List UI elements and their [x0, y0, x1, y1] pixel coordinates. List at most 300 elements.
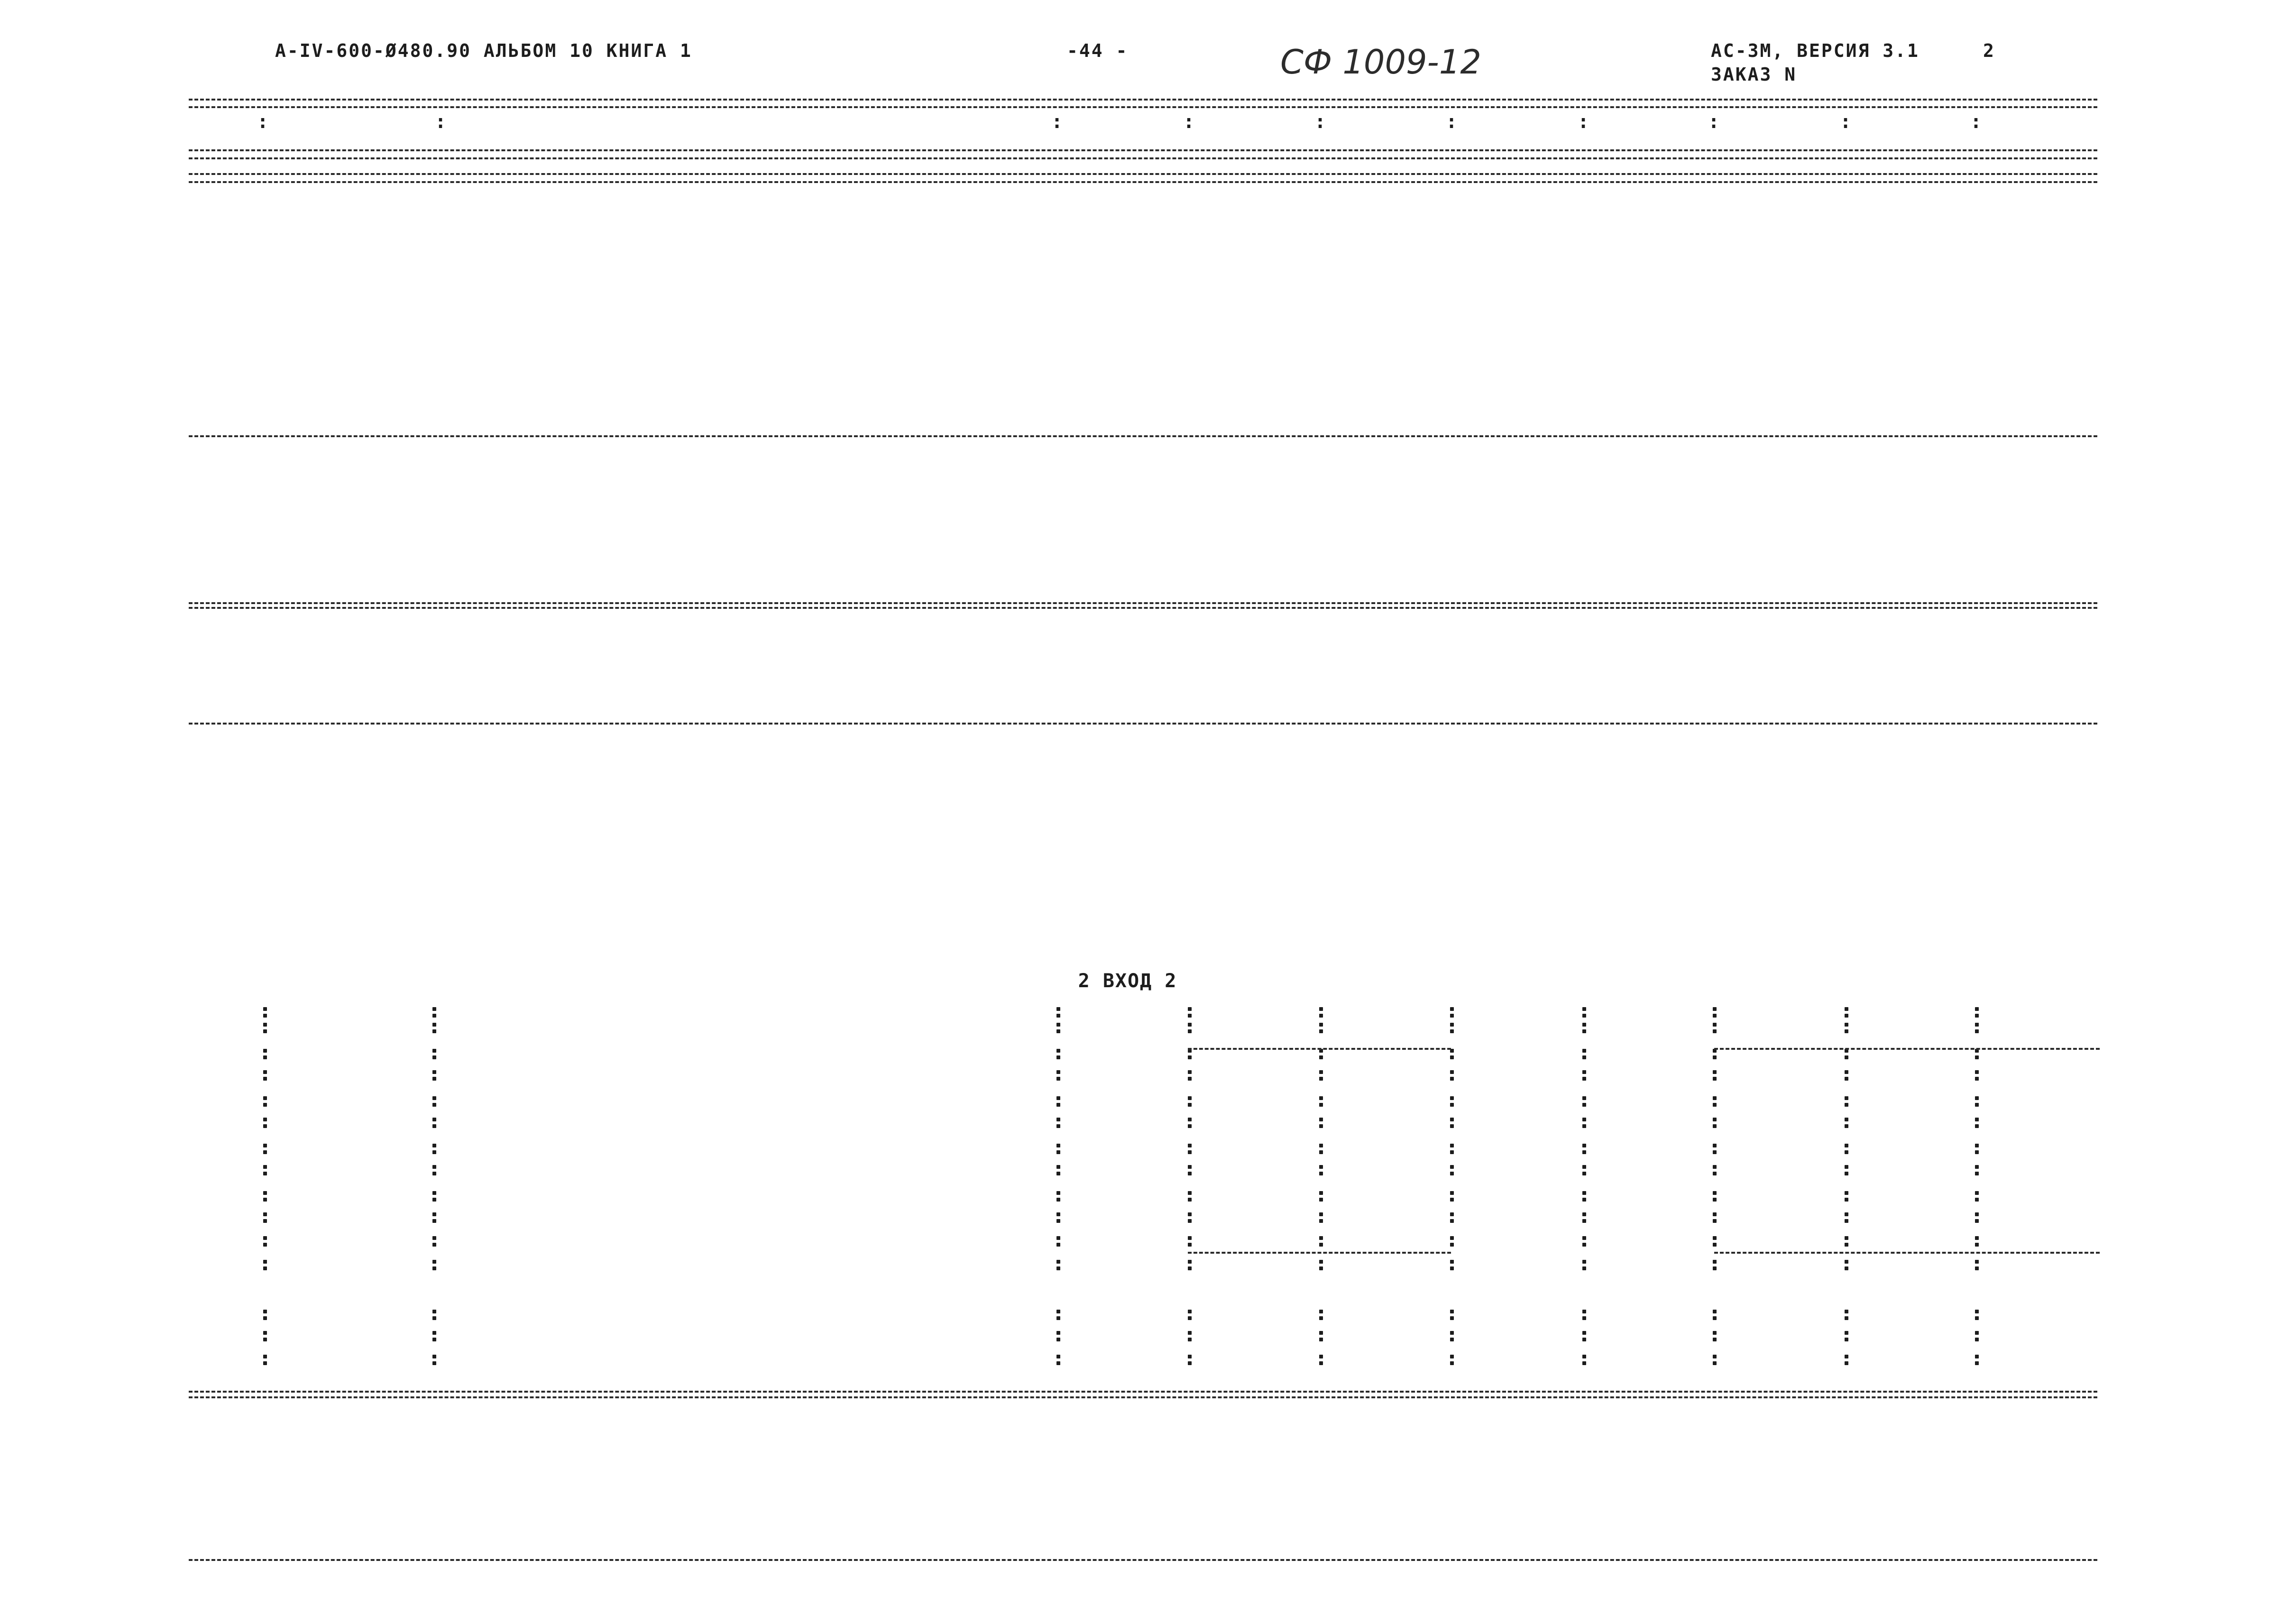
colon-dot	[1056, 1103, 1060, 1107]
dashed-rule	[189, 99, 2097, 101]
dashed-rule	[189, 173, 2097, 175]
colon-dot	[432, 1029, 436, 1033]
colon-dot	[263, 1144, 267, 1147]
column-separator: :	[1445, 111, 1459, 133]
colon-dot	[1056, 1266, 1060, 1270]
column-separator: :	[434, 111, 448, 133]
colon-dot	[1188, 1243, 1192, 1247]
colon-dot	[1845, 1070, 1848, 1074]
colon-dot	[1845, 1165, 1848, 1169]
column-separator: :	[1839, 111, 1853, 133]
colon-dot	[1450, 1191, 1454, 1195]
colon-dot	[263, 1096, 267, 1100]
program-version: АС-3М, ВЕРСИЯ 3.1	[1711, 40, 1919, 61]
colon-dot	[432, 1096, 436, 1100]
dashed-rule	[189, 602, 2097, 604]
colon-dot	[1450, 1316, 1454, 1320]
colon-dot	[1582, 1103, 1586, 1107]
colon-dot	[1319, 1150, 1323, 1154]
colon-dot	[1450, 1029, 1454, 1033]
colon-dot	[1582, 1055, 1586, 1059]
colon-dot	[1319, 1191, 1323, 1195]
colon-dot	[1713, 1124, 1717, 1128]
colon-dot	[263, 1310, 267, 1313]
colon-dot	[1845, 1316, 1848, 1320]
colon-dot	[1319, 1266, 1323, 1270]
colon-dot	[1845, 1055, 1848, 1059]
colon-dot	[1975, 1029, 1979, 1033]
colon-dot	[1188, 1118, 1192, 1121]
colon-dot	[1188, 1096, 1192, 1100]
colon-dot	[1188, 1150, 1192, 1154]
colon-dot	[1056, 1023, 1060, 1027]
colon-dot	[263, 1191, 267, 1195]
colon-dot	[263, 1023, 267, 1027]
colon-dot	[263, 1150, 267, 1154]
colon-dot	[1975, 1077, 1979, 1081]
colon-dot	[1845, 1191, 1848, 1195]
colon-dot	[263, 1316, 267, 1320]
colon-dot	[1450, 1096, 1454, 1100]
colon-dot	[1056, 1144, 1060, 1147]
colon-dot	[1713, 1316, 1717, 1320]
page-number: -44 -	[1067, 40, 1129, 61]
colon-dot	[1845, 1124, 1848, 1128]
colon-dot	[1056, 1118, 1060, 1121]
colon-dot	[263, 1338, 267, 1341]
colon-dot	[1450, 1014, 1454, 1018]
colon-dot	[1845, 1243, 1848, 1247]
colon-dot	[263, 1361, 267, 1365]
colon-dot	[432, 1331, 436, 1335]
colon-dot	[1582, 1260, 1586, 1264]
colon-dot	[1056, 1096, 1060, 1100]
colon-dot	[1319, 1212, 1323, 1216]
dashed-rule	[189, 1559, 2097, 1561]
colon-dot	[432, 1243, 436, 1247]
section-label: 2 ВХОД 2	[1078, 970, 1177, 992]
colon-dot	[1319, 1236, 1323, 1240]
colon-dot	[1713, 1023, 1717, 1027]
colon-dot	[1319, 1165, 1323, 1169]
colon-dot	[263, 1124, 267, 1128]
colon-dot	[1713, 1070, 1717, 1074]
dashed-rule	[189, 607, 2097, 609]
colon-dot	[1056, 1198, 1060, 1202]
colon-dot	[1975, 1198, 1979, 1202]
colon-dot	[263, 1355, 267, 1358]
colon-dot	[1975, 1243, 1979, 1247]
colon-dot	[1056, 1014, 1060, 1018]
colon-dot	[1713, 1150, 1717, 1154]
colon-dot	[1188, 1165, 1192, 1169]
dashed-rule	[189, 157, 2097, 159]
colon-dot	[1845, 1361, 1848, 1365]
colon-dot	[1713, 1165, 1717, 1169]
colon-dot	[432, 1219, 436, 1223]
colon-dot	[432, 1118, 436, 1121]
colon-dot	[1713, 1055, 1717, 1059]
colon-dot	[1450, 1007, 1454, 1011]
colon-dot	[1582, 1236, 1586, 1240]
colon-dot	[1975, 1023, 1979, 1027]
colon-dot	[432, 1355, 436, 1358]
colon-dot	[263, 1243, 267, 1247]
colon-dot	[1450, 1150, 1454, 1154]
colon-dot	[1975, 1266, 1979, 1270]
colon-dot	[1188, 1266, 1192, 1270]
colon-dot	[1845, 1212, 1848, 1216]
colon-dot	[1975, 1260, 1979, 1264]
colon-dot	[1319, 1338, 1323, 1341]
colon-dot	[1582, 1331, 1586, 1335]
colon-dot	[1582, 1007, 1586, 1011]
column-separator: :	[1970, 111, 1983, 133]
colon-dot	[1713, 1118, 1717, 1121]
colon-dot	[1713, 1103, 1717, 1107]
colon-dot	[1450, 1212, 1454, 1216]
colon-dot	[432, 1198, 436, 1202]
colon-dot	[1056, 1361, 1060, 1365]
colon-dot	[1975, 1191, 1979, 1195]
colon-dot	[1188, 1077, 1192, 1081]
colon-dot	[263, 1212, 267, 1216]
colon-dot	[1845, 1103, 1848, 1107]
colon-dot	[432, 1144, 436, 1147]
colon-dot	[432, 1316, 436, 1320]
colon-dot	[1582, 1023, 1586, 1027]
colon-dot	[1319, 1260, 1323, 1264]
colon-dot	[1845, 1144, 1848, 1147]
colon-dot	[1056, 1124, 1060, 1128]
colon-dot	[1450, 1103, 1454, 1107]
colon-dot	[432, 1236, 436, 1240]
colon-dot	[1188, 1144, 1192, 1147]
colon-dot	[1582, 1219, 1586, 1223]
colon-dot	[1582, 1266, 1586, 1270]
colon-dot	[1188, 1023, 1192, 1027]
colon-dot	[1582, 1243, 1586, 1247]
colon-dot	[1975, 1165, 1979, 1169]
colon-dot	[432, 1055, 436, 1059]
colon-dot	[1713, 1007, 1717, 1011]
colon-dot	[1319, 1361, 1323, 1365]
colon-dot	[1713, 1243, 1717, 1247]
colon-dot	[1188, 1331, 1192, 1335]
colon-dot	[1975, 1172, 1979, 1175]
colon-dot	[1450, 1144, 1454, 1147]
colon-dot	[1056, 1236, 1060, 1240]
colon-dot	[1056, 1007, 1060, 1011]
colon-dot	[1056, 1165, 1060, 1169]
colon-dot	[263, 1198, 267, 1202]
colon-dot	[1845, 1096, 1848, 1100]
colon-dot	[1056, 1191, 1060, 1195]
colon-dot	[263, 1236, 267, 1240]
colon-dot	[1450, 1198, 1454, 1202]
sheet-number: 2	[1983, 40, 1995, 61]
colon-dot	[1188, 1236, 1192, 1240]
colon-dot	[1188, 1338, 1192, 1341]
colon-dot	[1975, 1355, 1979, 1358]
colon-dot	[1188, 1103, 1192, 1107]
colon-dot	[1975, 1124, 1979, 1128]
colon-dot	[432, 1007, 436, 1011]
colon-dot	[1975, 1219, 1979, 1223]
colon-dot	[1450, 1219, 1454, 1223]
colon-dot	[1450, 1124, 1454, 1128]
colon-dot	[263, 1266, 267, 1270]
colon-dot	[1319, 1014, 1323, 1018]
colon-dot	[1319, 1355, 1323, 1358]
colon-dot	[1582, 1049, 1586, 1053]
colon-dot	[432, 1124, 436, 1128]
colon-dot	[1056, 1243, 1060, 1247]
handwritten-stamp: СФ 1009-12	[1280, 43, 1481, 82]
colon-dot	[1845, 1007, 1848, 1011]
colon-dot	[1975, 1070, 1979, 1074]
colon-dot	[1188, 1191, 1192, 1195]
colon-dot	[1188, 1055, 1192, 1059]
colon-dot	[1056, 1338, 1060, 1341]
colon-dot	[1188, 1219, 1192, 1223]
colon-dot	[1319, 1007, 1323, 1011]
colon-dot	[1975, 1096, 1979, 1100]
colon-dot	[1319, 1055, 1323, 1059]
colon-dot	[263, 1070, 267, 1074]
colon-dot	[1582, 1029, 1586, 1033]
colon-dot	[1582, 1310, 1586, 1313]
colon-dot	[1845, 1266, 1848, 1270]
colon-dot	[1582, 1150, 1586, 1154]
colon-dot	[1713, 1331, 1717, 1335]
colon-dot	[1319, 1029, 1323, 1033]
colon-dot	[1845, 1150, 1848, 1154]
colon-dot	[1450, 1023, 1454, 1027]
colon-dot	[1450, 1331, 1454, 1335]
colon-dot	[1582, 1165, 1586, 1169]
colon-dot	[1582, 1172, 1586, 1175]
colon-dot	[1845, 1355, 1848, 1358]
colon-dot	[1582, 1361, 1586, 1365]
colon-dot	[1319, 1070, 1323, 1074]
colon-dot	[263, 1007, 267, 1011]
colon-dot	[1713, 1077, 1717, 1081]
colon-dot	[432, 1260, 436, 1264]
colon-dot	[263, 1260, 267, 1264]
colon-dot	[1450, 1266, 1454, 1270]
sub-rule	[1714, 1048, 2100, 1050]
colon-dot	[1319, 1144, 1323, 1147]
colon-dot	[1056, 1219, 1060, 1223]
colon-dot	[1975, 1338, 1979, 1341]
colon-dot	[1713, 1212, 1717, 1216]
colon-dot	[1582, 1191, 1586, 1195]
colon-dot	[1056, 1310, 1060, 1313]
colon-dot	[1582, 1118, 1586, 1121]
sub-rule	[1714, 1252, 2100, 1254]
colon-dot	[432, 1266, 436, 1270]
colon-dot	[1975, 1316, 1979, 1320]
colon-dot	[1845, 1219, 1848, 1223]
colon-dot	[1713, 1014, 1717, 1018]
colon-dot	[1056, 1070, 1060, 1074]
colon-dot	[1713, 1355, 1717, 1358]
sub-rule	[1188, 1252, 1451, 1254]
colon-dot	[1450, 1260, 1454, 1264]
colon-dot	[263, 1049, 267, 1053]
colon-dot	[432, 1103, 436, 1107]
colon-dot	[1713, 1310, 1717, 1313]
colon-dot	[263, 1118, 267, 1121]
colon-dot	[1845, 1310, 1848, 1313]
colon-dot	[432, 1150, 436, 1154]
colon-dot	[1319, 1219, 1323, 1223]
colon-dot	[1319, 1103, 1323, 1107]
colon-dot	[1845, 1338, 1848, 1341]
colon-dot	[1845, 1236, 1848, 1240]
dashed-rule	[189, 723, 2097, 725]
colon-dot	[1319, 1124, 1323, 1128]
colon-dot	[1319, 1243, 1323, 1247]
colon-dot	[1450, 1361, 1454, 1365]
colon-dot	[432, 1023, 436, 1027]
colon-dot	[1188, 1029, 1192, 1033]
colon-dot	[1056, 1029, 1060, 1033]
colon-dot	[1056, 1331, 1060, 1335]
album-title: A-IV-600-Ø480.90 АЛЬБОМ 10 КНИГА 1	[275, 40, 692, 61]
sub-rule	[1188, 1048, 1451, 1050]
colon-dot	[1713, 1338, 1717, 1341]
colon-dot	[1975, 1361, 1979, 1365]
colon-dot	[1188, 1198, 1192, 1202]
colon-dot	[1582, 1096, 1586, 1100]
colon-dot	[263, 1029, 267, 1033]
colon-dot	[432, 1361, 436, 1365]
colon-dot	[1319, 1310, 1323, 1313]
colon-dot	[432, 1172, 436, 1175]
colon-dot	[263, 1172, 267, 1175]
colon-dot	[263, 1077, 267, 1081]
colon-dot	[1319, 1198, 1323, 1202]
colon-dot	[1975, 1118, 1979, 1121]
colon-dot	[1188, 1070, 1192, 1074]
colon-dot	[1319, 1331, 1323, 1335]
colon-dot	[1713, 1029, 1717, 1033]
colon-dot	[1188, 1355, 1192, 1358]
colon-dot	[1582, 1124, 1586, 1128]
colon-dot	[263, 1103, 267, 1107]
colon-dot	[1713, 1266, 1717, 1270]
column-separator: :	[1183, 111, 1196, 133]
colon-dot	[1975, 1310, 1979, 1313]
colon-dot	[1188, 1007, 1192, 1011]
colon-dot	[1450, 1055, 1454, 1059]
colon-dot	[1450, 1172, 1454, 1175]
colon-dot	[1319, 1316, 1323, 1320]
colon-dot	[432, 1338, 436, 1341]
colon-dot	[1713, 1260, 1717, 1264]
colon-dot	[1975, 1007, 1979, 1011]
colon-dot	[1582, 1198, 1586, 1202]
colon-dot	[1845, 1118, 1848, 1121]
colon-dot	[1188, 1124, 1192, 1128]
colon-dot	[263, 1219, 267, 1223]
colon-dot	[1845, 1023, 1848, 1027]
colon-dot	[1975, 1150, 1979, 1154]
colon-dot	[1450, 1338, 1454, 1341]
colon-dot	[1319, 1023, 1323, 1027]
colon-dot	[1188, 1260, 1192, 1264]
dashed-rule	[189, 181, 2097, 183]
colon-dot	[1582, 1212, 1586, 1216]
colon-dot	[1582, 1144, 1586, 1147]
colon-dot	[1188, 1310, 1192, 1313]
colon-dot	[1713, 1172, 1717, 1175]
dashed-rule	[189, 1391, 2097, 1393]
colon-dot	[1713, 1191, 1717, 1195]
colon-dot	[1975, 1055, 1979, 1059]
colon-dot	[1056, 1316, 1060, 1320]
order-label: ЗАКАЗ N	[1711, 64, 1797, 85]
colon-dot	[1188, 1212, 1192, 1216]
colon-dot	[1713, 1361, 1717, 1365]
colon-dot	[1188, 1361, 1192, 1365]
colon-dot	[1056, 1049, 1060, 1053]
colon-dot	[1582, 1338, 1586, 1341]
dashed-rule	[189, 1396, 2097, 1398]
colon-dot	[1056, 1077, 1060, 1081]
colon-dot	[1975, 1331, 1979, 1335]
colon-dot	[1056, 1172, 1060, 1175]
colon-dot	[1188, 1172, 1192, 1175]
colon-dot	[1188, 1316, 1192, 1320]
colon-dot	[1713, 1236, 1717, 1240]
colon-dot	[1975, 1212, 1979, 1216]
colon-dot	[1975, 1236, 1979, 1240]
colon-dot	[432, 1077, 436, 1081]
colon-dot	[1319, 1118, 1323, 1121]
colon-dot	[1056, 1260, 1060, 1264]
colon-dot	[1450, 1243, 1454, 1247]
column-separator: :	[1708, 111, 1721, 133]
colon-dot	[263, 1014, 267, 1018]
colon-dot	[432, 1310, 436, 1313]
colon-dot	[1188, 1014, 1192, 1018]
colon-dot	[263, 1331, 267, 1335]
colon-dot	[432, 1165, 436, 1169]
colon-dot	[1845, 1029, 1848, 1033]
colon-dot	[1450, 1070, 1454, 1074]
colon-dot	[1056, 1355, 1060, 1358]
colon-dot	[432, 1014, 436, 1018]
column-separator: :	[1314, 111, 1327, 133]
colon-dot	[263, 1165, 267, 1169]
colon-dot	[1319, 1172, 1323, 1175]
colon-dot	[1845, 1014, 1848, 1018]
colon-dot	[1975, 1103, 1979, 1107]
colon-dot	[1582, 1077, 1586, 1081]
colon-dot	[1845, 1331, 1848, 1335]
colon-dot	[1845, 1198, 1848, 1202]
colon-dot	[1713, 1219, 1717, 1223]
colon-dot	[263, 1055, 267, 1059]
dashed-rule	[189, 435, 2097, 437]
colon-dot	[1975, 1144, 1979, 1147]
colon-dot	[1450, 1118, 1454, 1121]
colon-dot	[432, 1191, 436, 1195]
colon-dot	[1582, 1355, 1586, 1358]
